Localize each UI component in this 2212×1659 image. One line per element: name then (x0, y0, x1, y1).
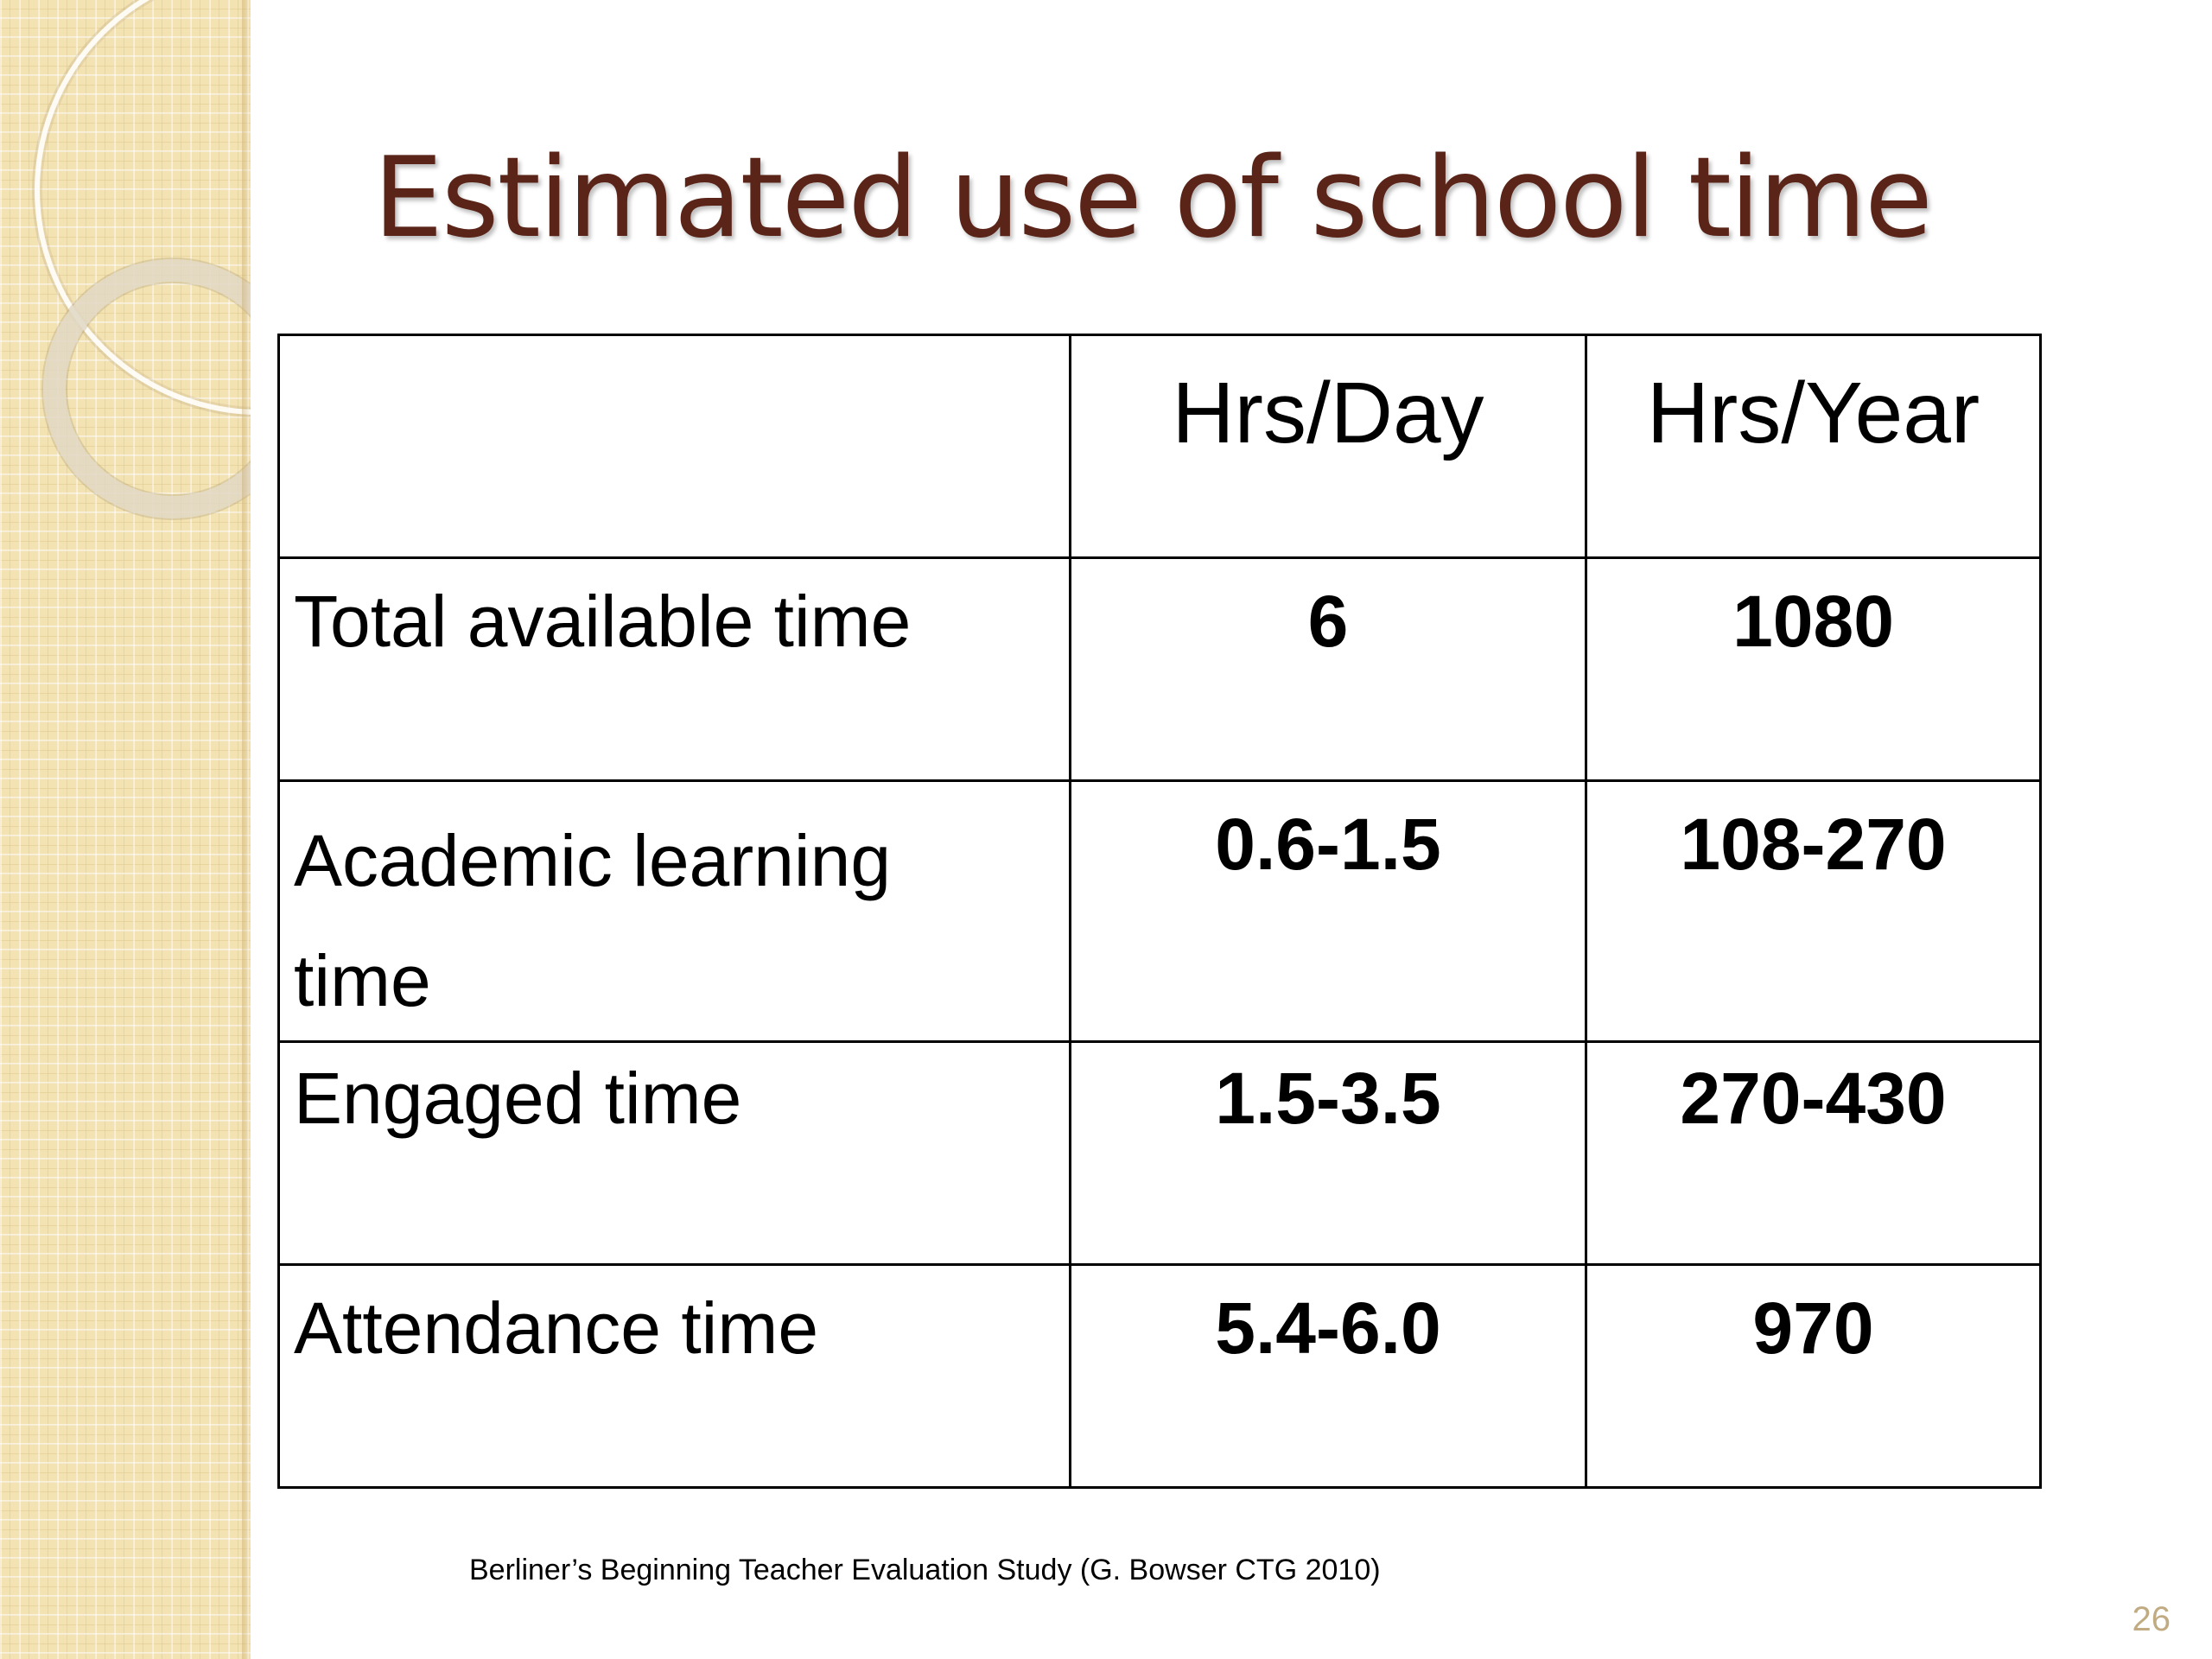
table-row (279, 1042, 2041, 1265)
row-label: Total available time (279, 558, 1071, 781)
table-header-hrs-year: Hrs/Year (1586, 335, 2041, 558)
hrs-day-value: 1.5-3.5 (1071, 1042, 1586, 1265)
hrs-year-value: 108-270 (1586, 781, 2041, 1042)
table-row (279, 1265, 2041, 1488)
row-label: Engaged time (279, 1042, 1071, 1265)
hrs-day-value: 5.4-6.0 (1071, 1265, 1586, 1488)
row-label-text: Academic learning time (294, 820, 892, 1021)
hrs-day-value: 0.6-1.5 (1071, 781, 1586, 1042)
page-number: 26 (2132, 1600, 2171, 1638)
hrs-year-value: 970 (1586, 1265, 2041, 1488)
decorative-side-strip (0, 0, 251, 1659)
slide-title: Estimated use of school time (373, 134, 1931, 263)
table-header-row (279, 335, 2041, 558)
school-time-table (277, 334, 2042, 1489)
table-row (279, 558, 2041, 781)
strip-edge-shadow (242, 0, 251, 1659)
hrs-year-value: 1080 (1586, 558, 2041, 781)
hrs-year-value: 270-430 (1586, 1042, 2041, 1265)
source-caption: Berliner’s Beginning Teacher Evaluation Study (G. Bowser CTG 2010) (469, 1554, 1381, 1586)
table-header-hrs-day: Hrs/Day (1071, 335, 1586, 558)
table-row (279, 781, 2041, 1042)
row-label: Attendance time (279, 1265, 1071, 1488)
row-label (279, 781, 1071, 1042)
table-header-empty (279, 335, 1071, 558)
hrs-day-value: 6 (1071, 558, 1586, 781)
